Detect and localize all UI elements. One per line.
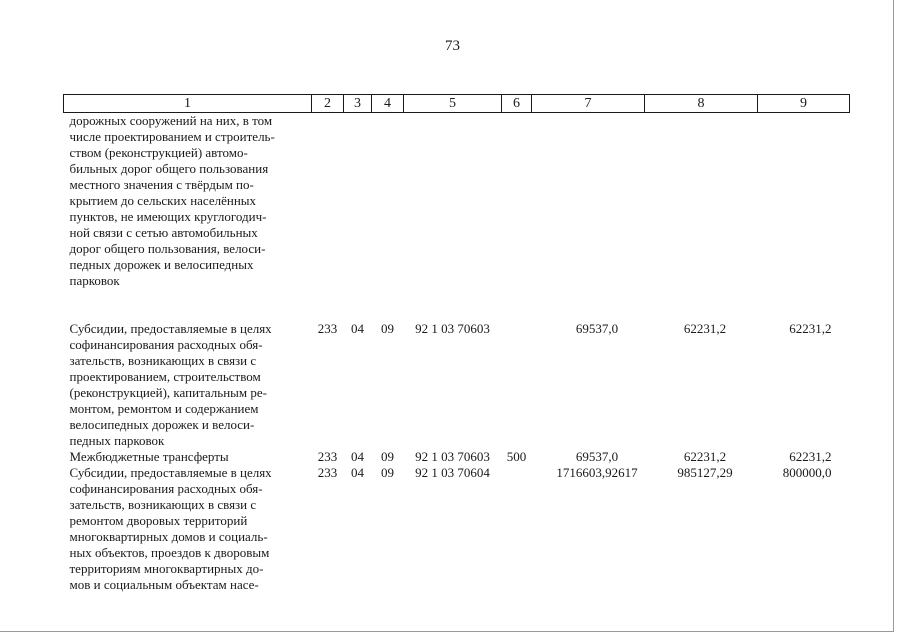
column-header: 5: [404, 95, 502, 113]
name-line: числе проектированием и строитель-: [69, 129, 275, 144]
section-cell: [344, 113, 372, 322]
amount-cell: 62231,2: [789, 321, 832, 336]
budget-table: [63, 94, 850, 593]
column-header: 9: [758, 95, 850, 113]
target-article-cell: 92 1 03 70603: [415, 321, 490, 336]
amount-cell: [532, 113, 645, 322]
name-line: ной связи с сетью автомобильных: [69, 225, 258, 240]
section-cell: 04: [351, 321, 364, 336]
column-header: 8: [645, 95, 758, 113]
name-line: крытием до сельских населённых: [69, 193, 257, 208]
name-line: Субсидии, предоставляемые в целях: [69, 465, 272, 480]
subsection-cell: 09: [381, 449, 394, 464]
name-line: парковок: [69, 273, 120, 288]
subsection-cell: 09: [381, 465, 394, 480]
expense-type-cell: [502, 113, 532, 322]
amount-cell: 69537,0: [575, 321, 619, 336]
table-row: [64, 113, 850, 322]
name-line: ремонтом дворовых территорий: [69, 513, 248, 528]
section-cell: 04: [351, 449, 364, 464]
table-row: [64, 449, 850, 465]
subsection-cell: 09: [381, 321, 394, 336]
name-line: педных парковок: [69, 433, 165, 448]
grbs-cell: 233: [317, 465, 338, 480]
page-edge-bottom: [0, 631, 894, 632]
name-line: местного значения с твёрдым по-: [69, 177, 254, 192]
target-article-cell: [404, 113, 502, 322]
table-header-row: [64, 95, 850, 113]
name-line: бильных дорог общего пользования: [69, 161, 269, 176]
name-line: дорожных сооружений на них, в том: [69, 113, 273, 128]
name-line: проектированием, строительством: [69, 369, 261, 384]
column-header: 6: [502, 95, 532, 113]
name-line: велосипедных дорожек и велоси-: [69, 417, 255, 432]
expense-type-cell: 500: [506, 449, 527, 464]
name-line: софинансирования расходных обя-: [69, 481, 263, 496]
table-row: [64, 465, 850, 593]
page-edge-right: [893, 0, 894, 632]
target-article-cell: 92 1 03 70604: [415, 465, 490, 480]
column-header: 3: [344, 95, 372, 113]
row-name-cell: [64, 449, 312, 465]
name-line: Межбюджетные трансферты: [69, 449, 229, 464]
amount-cell: 985127,29: [677, 465, 733, 480]
amount-cell: [758, 113, 850, 322]
expense-type-cell: [502, 465, 532, 593]
name-line: (реконструкцией), капитальным ре-: [69, 385, 267, 400]
name-line: дорог общего пользования, велоси-: [69, 241, 266, 256]
name-line: многоквартирных домов и социаль-: [69, 529, 268, 544]
name-line: ных объектов, проездов к дворовым: [69, 545, 270, 560]
amount-cell: 1716603,92617: [556, 465, 638, 480]
grbs-cell: [312, 113, 344, 322]
name-line: софинансирования расходных обя-: [69, 337, 263, 352]
name-line: пунктов, не имеющих круглогодич-: [69, 209, 267, 224]
row-name-cell: [64, 465, 312, 593]
amount-cell: 800000,0: [782, 465, 832, 480]
name-line: мов и социальным объектам насе-: [69, 577, 259, 592]
column-header: 1: [64, 95, 312, 113]
amount-cell: 62231,2: [683, 321, 727, 336]
amount-cell: 62231,2: [683, 449, 727, 464]
name-line: педных дорожек и велосипедных: [69, 257, 254, 272]
target-article-cell: 92 1 03 70603: [415, 449, 490, 464]
name-line: Субсидии, предоставляемые в целях: [69, 321, 272, 336]
expense-type-cell: [502, 321, 532, 449]
column-header: 7: [532, 95, 645, 113]
name-line: территориям многоквартирных до-: [69, 561, 264, 576]
subsection-cell: [372, 113, 404, 322]
amount-cell: [645, 113, 758, 322]
table-row: [64, 321, 850, 449]
name-line: зательств, возникающих в связи с: [69, 353, 257, 368]
grbs-cell: 233: [317, 449, 338, 464]
amount-cell: 62231,2: [789, 449, 832, 464]
column-header: 2: [312, 95, 344, 113]
amount-cell: 69537,0: [575, 449, 619, 464]
name-line: монтом, ремонтом и содержанием: [69, 401, 259, 416]
page-number: 73: [445, 38, 460, 54]
grbs-cell: 233: [317, 321, 338, 336]
name-line: зательств, возникающих в связи с: [69, 497, 257, 512]
row-name-cell: [64, 321, 312, 449]
section-cell: 04: [351, 465, 364, 480]
name-line: ством (реконструкцией) автомо-: [69, 145, 248, 160]
row-name-cell: [64, 113, 312, 322]
column-header: 4: [372, 95, 404, 113]
